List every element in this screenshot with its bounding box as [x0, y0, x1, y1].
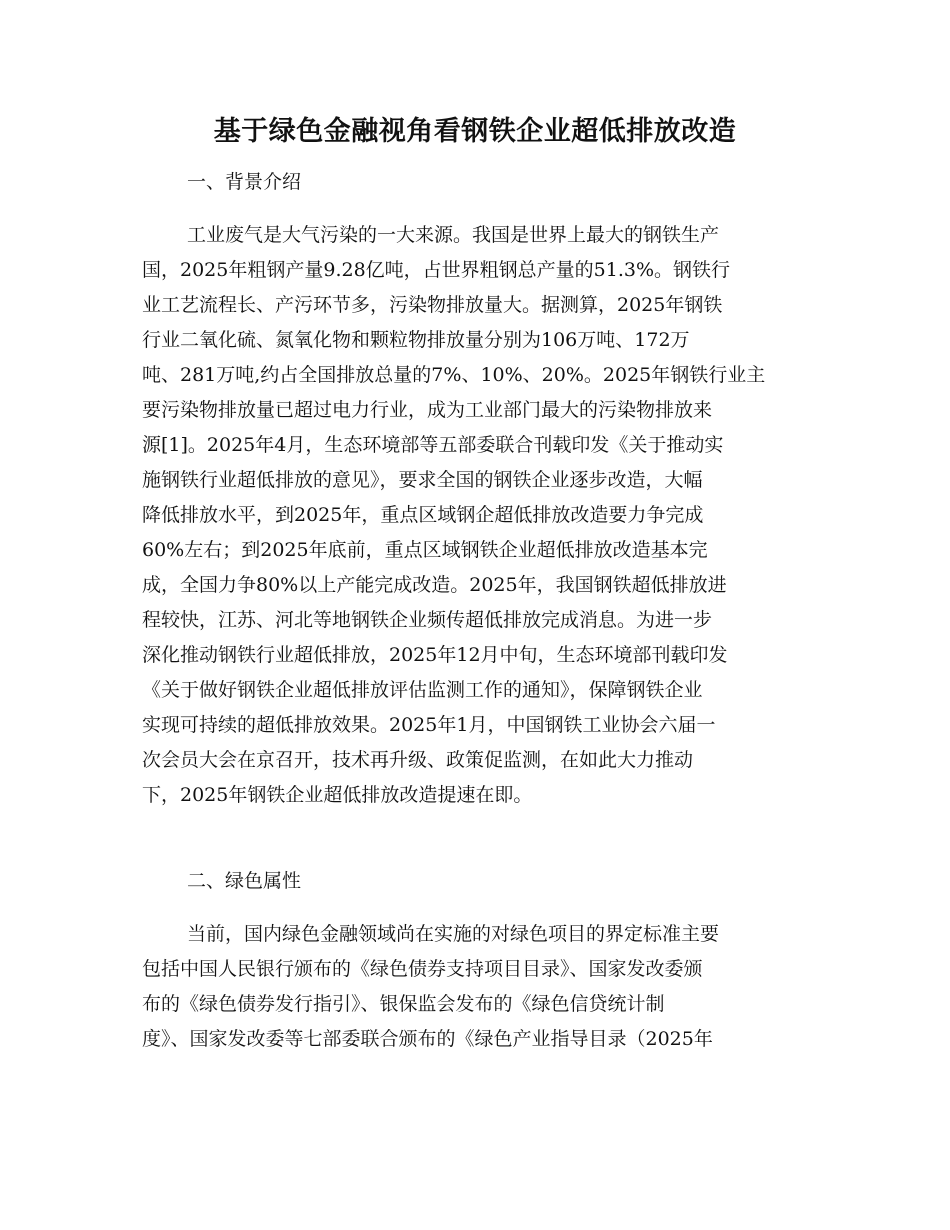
paragraph-line: 度》、国家发改委等七部委联合颁布的《绿色产业指导目录（2025年	[142, 1028, 713, 1050]
paragraph-line: 程较快，江苏、河北等地钢铁企业频传超低排放完成消息。为进一步	[142, 609, 713, 631]
document-title: 基于绿色金融视角看钢铁企业超低排放改造	[213, 116, 737, 147]
paragraph-line: 深化推动钢铁行业超低排放，2025年12月中旬，生态环境部刊载印发	[142, 644, 728, 666]
paragraph-line: 下，2025年钢铁企业超低排放改造提速在即。	[142, 784, 533, 806]
paragraph-line: 国，2025年粗钢产量9.28亿吨，占世界粗钢总产量的51.3%。钢铁行	[142, 259, 731, 281]
paragraph-line: 行业二氧化硫、氮氧化物和颗粒物排放量分别为106万吨、172万	[142, 329, 690, 351]
paragraph-background	[142, 218, 807, 813]
paragraph-line: 包括中国人民银行颁布的《绿色债券支持项目目录》、国家发改委颁	[142, 958, 703, 980]
paragraph-line: 布的《绿色债券发行指引》、银保监会发布的《绿色信贷统计制	[142, 993, 665, 1015]
section-heading-background: 一、背景介绍	[187, 171, 302, 193]
paragraph-line: 60%左右；到2025年底前，重点区域钢铁企业超低排放改造基本完	[142, 539, 708, 561]
paragraph-line: 实现可持续的超低排放效果。2025年1月，中国钢铁工业协会六届一	[142, 714, 716, 736]
paragraph-line: 工业废气是大气污染的一大来源。我国是世界上最大的钢铁生产	[187, 224, 720, 246]
paragraph-line: 降低排放水平，到2025年，重点区域钢企超低排放改造要力争完成	[142, 504, 704, 526]
paragraph-line: 当前，国内绿色金融领域尚在实施的对绿色项目的界定标准主要	[187, 923, 720, 945]
paragraph-line: 施钢铁行业超低排放的意见》，要求全国的钢铁企业逐步改造，大幅	[142, 469, 703, 491]
paragraph-line: 要污染物排放量已超过电力行业，成为工业部门最大的污染物排放来	[142, 399, 713, 421]
paragraph-line: 业工艺流程长、产污环节多，污染物排放量大。据测算，2025年钢铁	[142, 294, 723, 316]
section-heading-green-attributes: 二、绿色属性	[187, 870, 302, 892]
paragraph-line: 成，全国力争80%以上产能完成改造。2025年，我国钢铁超低排放进	[142, 574, 727, 596]
paragraph-line: 吨、281万吨,约占全国排放总量的7%、10%、20%。2025年钢铁行业主	[142, 364, 766, 386]
paragraph-green-attributes	[142, 917, 807, 1057]
paragraph-line: 次会员大会在京召开，技术再升级、政策促监测，在如此大力推动	[142, 749, 694, 771]
paragraph-line: 源[1]。2025年4月，生态环境部等五部委联合刊载印发《关于推动实	[142, 434, 724, 456]
paragraph-line: 《关于做好钢铁企业超低排放评估监测工作的通知》，保障钢铁企业	[142, 679, 703, 701]
